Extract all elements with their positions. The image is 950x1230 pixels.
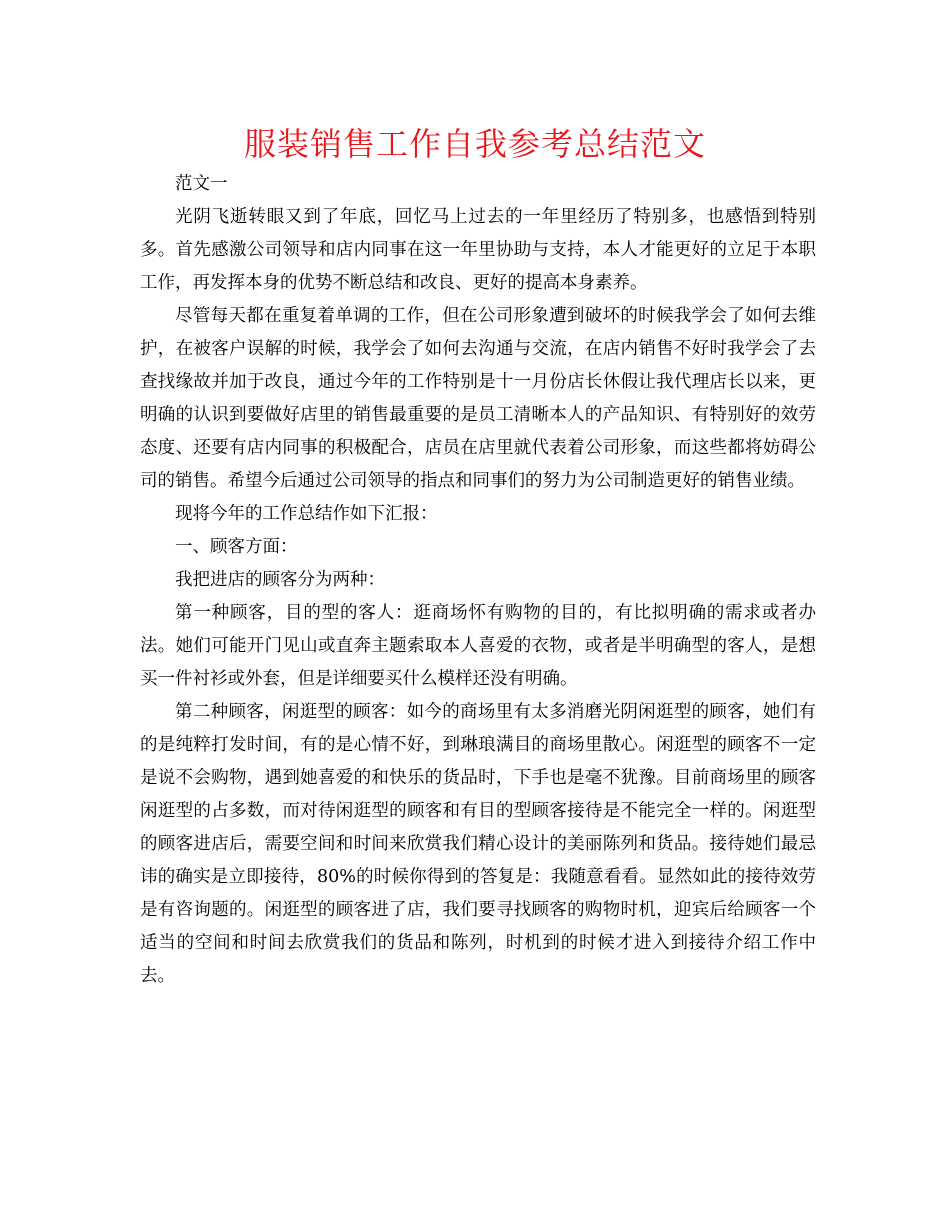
paragraph-customer-types: 我把进店的顾客分为两种：: [175, 570, 385, 590]
document-title: 服装销售工作自我参考总结范文: [243, 125, 706, 163]
paragraph-customer-type-two: 第二种顾客，闲逛型的顾客：如今的商场里有太多消磨光阴闲逛型的顾客，她们有的是纯粹打发时间，有的是心情不好，到琳琅满目的商场里散心。闲逛型的顾客不一定是说不会购物，遇到她喜爱的和快乐的货品时，下手也是毫不犹豫。目前商场里的顾客闲逛型的占多数，而对待闲逛型的顾客和有目的型顾客接待是不能完全一样的。闲逛型的顾客进店后，需要空间和时间来欣赏我们精心设计的美丽陈列和货品。接待她们最忌讳的确实是立即接待，80%的时候你得到的答复是：我随意看看。显然如此的接待效劳是有咨询题的。闲逛型的顾客进了店，我们要寻找顾客的购物时机，迎宾后给顾客一个适当的空间和时间去欣赏我们的货品和陈列，时机到的时候才进入到接待介绍工作中去。: [140, 702, 816, 986]
paragraph-report-lead: 现将今年的工作总结作如下汇报：: [175, 504, 438, 524]
paragraph-heading-sample-one: 范文一: [175, 174, 228, 194]
paragraph-work-reflection: 尽管每天都在重复着单调的工作，但在公司形象遭到破坏的时候我学会了如何去维护，在被客户误解的时候，我学会了如何去沟通与交流，在店内销售不好时我学会了去查找缘故并加于改良，通过今年的工作特别是十一月份店长休假让我代理店长以来，更明确的认识到要做好店里的销售最重要的是员工清晰本人的产品知识、有特别好的效劳态度、还要有店内同事的积极配合，店员在店里就代表着公司形象，而这些都将妨碍公司的销售。希望今后通过公司领导的指点和同事们的努力为公司制造更好的销售业绩。: [140, 306, 816, 491]
document-body: [140, 168, 816, 993]
section-heading-customers: 一、顾客方面：: [175, 537, 298, 557]
paragraph-intro: 光阴飞逝转眼又到了年底，回忆马上过去的一年里经历了特别多，也感悟到特别多。首先感激公司领导和店内同事在这一年里协助与支持，本人才能更好的立足于本职工作，再发挥本身的优势不断总结和改良、更好的提高本身素养。: [140, 207, 816, 293]
paragraph-customer-type-one: 第一种顾客，目的型的客人：逛商场怀有购物的目的，有比拟明确的需求或者办法。她们可能开门见山或直奔主题索取本人喜爱的衣物，或者是半明确型的客人，是想买一件衬衫或外套，但是详细要买什么模样还没有明确。: [140, 603, 816, 689]
